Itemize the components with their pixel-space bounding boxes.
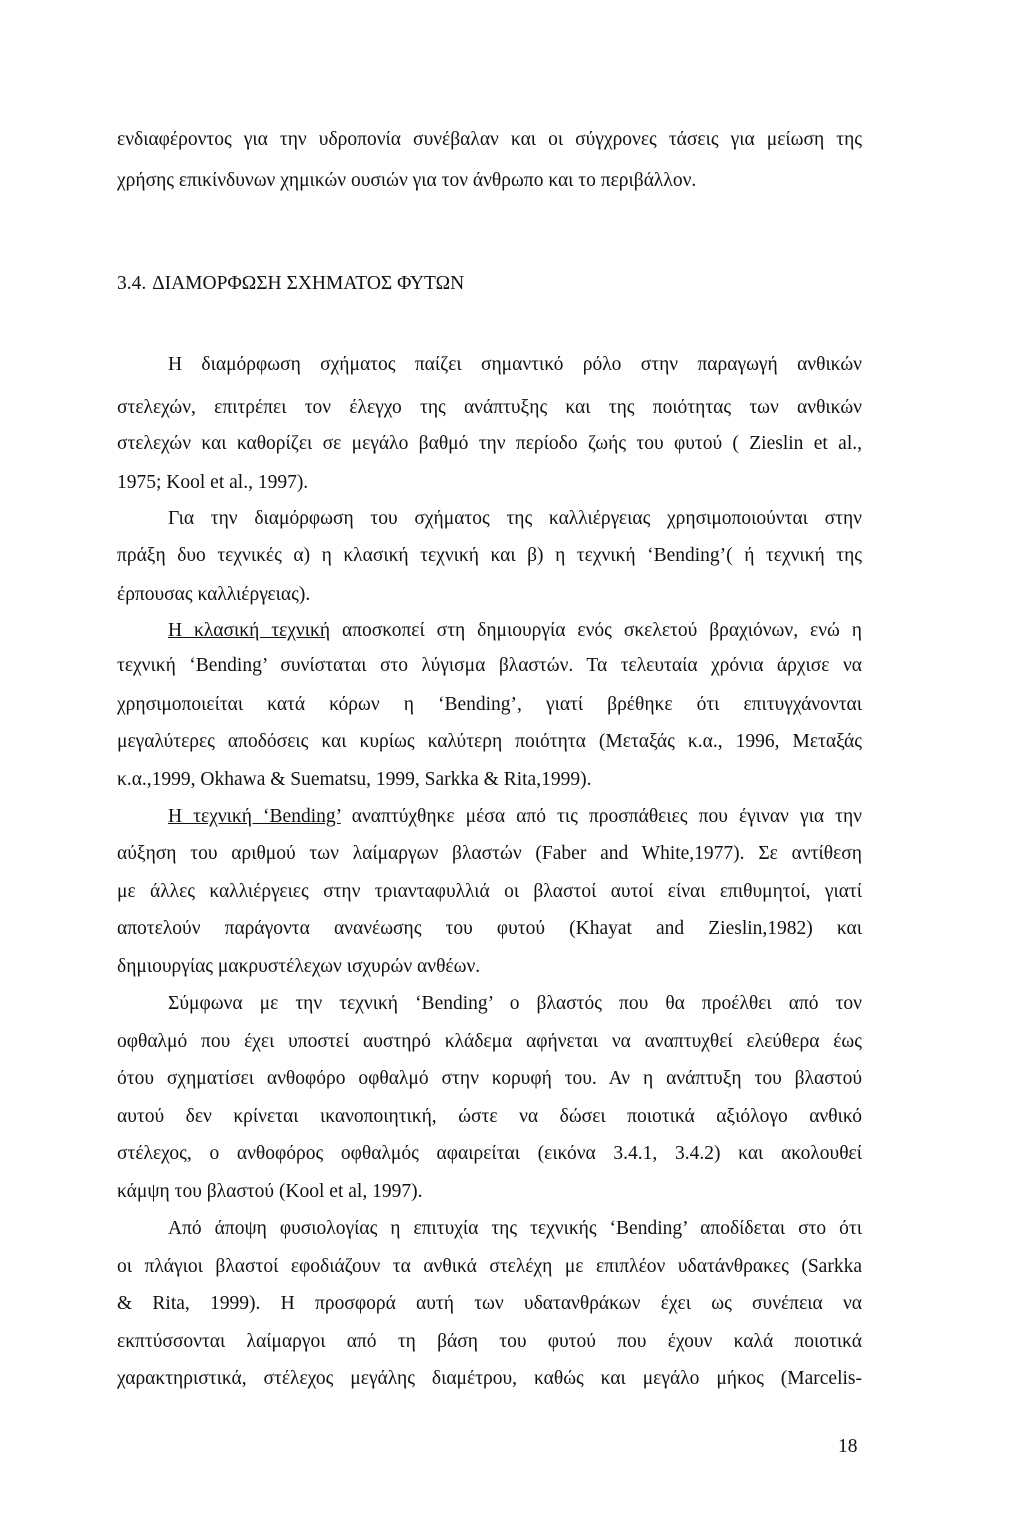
text-line: δημιουργίας μακρυστέλεχων ισχυρών ανθέων. [117, 956, 481, 977]
text-span: αποσκοπεί στη δημιουργία ενός σκελετού βραχιόνων, ενώ η [330, 620, 862, 641]
text-span: αναπτύχθηκε μέσα από τις προσπάθειες που έγιναν για την [340, 806, 862, 827]
text-line: πράξη δυο τεχνικές α) η κλασική τεχνική και β) η τεχνική ‘Bending’( ή τεχνική της [117, 545, 862, 566]
text-line: οφθαλμό που έχει υποστεί αυστηρό κλάδεμα αφήνεται να αναπτυχθεί ελεύθερα έως [117, 1031, 862, 1052]
text-line: οι πλάγιοι βλαστοί εφοδιάζουν τα ανθικά στελέχη με επιπλέον υδατάνθρακες (Sarkka [117, 1256, 862, 1277]
text-line: χρησιμοποιείται κατά κόρων η ‘Bending’, γιατί βρέθηκε ότι επιτυγχάνονται [117, 694, 862, 715]
section-number: 3.4. [117, 273, 147, 294]
section-title: ΔΙΑΜΟΡΦΩΣΗ ΣΧΗΜΑΤΟΣ ΦΥΤΩΝ [152, 273, 465, 294]
page-number: 18 [838, 1436, 858, 1457]
text-line [168, 804, 862, 830]
text-line: μεγαλύτερες αποδόσεις και κυρίως καλύτερη ποιότητα (Μεταξάς κ.α., 1996, Μεταξάς [117, 731, 862, 752]
text-line: & Rita, 1999). Η προσφορά αυτή των υδατανθράκων έχει ως συνέπεια να [117, 1293, 862, 1314]
text-line: στέλεχος, ο ανθοφόρος οφθαλμός αφαιρείται (εικόνα 3.4.1, 3.4.2) και ακολουθεί [117, 1143, 862, 1164]
text-line: εκπτύσσονται λαίμαργοι από τη βάση του φυτού που έχουν καλά ποιοτικά [117, 1331, 862, 1352]
text-line: Σύμφωνα με την τεχνική ‘Bending’ ο βλαστός που θα προέλθει από τον [168, 993, 862, 1014]
text-line: 1975; Kool et al., 1997). [117, 472, 309, 493]
text-line: κ.α.,1999, Okhawa & Suematsu, 1999, Sarkka & Rita,1999). [117, 769, 592, 790]
text-line: χαρακτηριστικά, στέλεχος μεγάλης διαμέτρου, καθώς και μεγάλο μήκος (Marcelis- [117, 1368, 862, 1389]
underlined-term: Η κλασική τεχνική [168, 620, 331, 641]
text-line: αυτού δεν κρίνεται ικανοποιητική, ώστε να δώσει ποιοτικά αξιόλογο ανθικό [117, 1106, 862, 1127]
text-line [168, 618, 862, 644]
text-line: Από άποψη φυσιολογίας η επιτυχία της τεχνικής ‘Bending’ αποδίδεται στο ότι [168, 1218, 862, 1239]
text-line: Η διαμόρφωση σχήματος παίζει σημαντικό ρόλο στην παραγωγή ανθικών [168, 354, 862, 375]
underlined-term: Η τεχνική ‘Bending’ [168, 806, 341, 827]
text-line: τεχνική ‘Bending’ συνίσταται στο λύγισμα βλαστών. Τα τελευταία χρόνια άρχισε να [117, 655, 862, 676]
text-line: κάμψη του βλαστού (Kool et al, 1997). [117, 1181, 423, 1202]
text-line: με άλλες καλλιέργειες στην τριανταφυλλιά οι βλαστοί αυτοί είναι επιθυμητοί, γιατί [117, 881, 862, 902]
text-line: έρπουσας καλλιέργειας). [117, 584, 311, 605]
text-line: αποτελούν παράγοντα ανανέωσης του φυτού (Khayat and Zieslin,1982) και [117, 918, 862, 939]
text-line: Για την διαμόρφωση του σχήματος της καλλιέργειας χρησιμοποιούνται στην [168, 508, 862, 529]
text-line: ενδιαφέροντος για την υδροπονία συνέβαλαν και οι σύγχρονες τάσεις για μείωση της [117, 129, 862, 150]
text-line: χρήσης επικίνδυνων χημικών ουσιών για τον άνθρωπο και το περιβάλλον. [117, 170, 697, 191]
section-heading [117, 271, 464, 297]
text-line: στελεχών, επιτρέπει τον έλεγχο της ανάπτυξης και της ποιότητας των ανθικών [117, 397, 862, 418]
text-line: στελεχών και καθορίζει σε μεγάλο βαθμό την περίοδο ζωής του φυτού ( Zieslin et al., [117, 433, 862, 454]
text-line: αύξηση του αριθμού των λαίμαργων βλαστών (Faber and White,1977). Σε αντίθεση [117, 843, 862, 864]
text-line: ότου σχηματίσει ανθοφόρο οφθαλμό στην κορυφή του. Αν η ανάπτυξη του βλαστού [117, 1068, 862, 1089]
